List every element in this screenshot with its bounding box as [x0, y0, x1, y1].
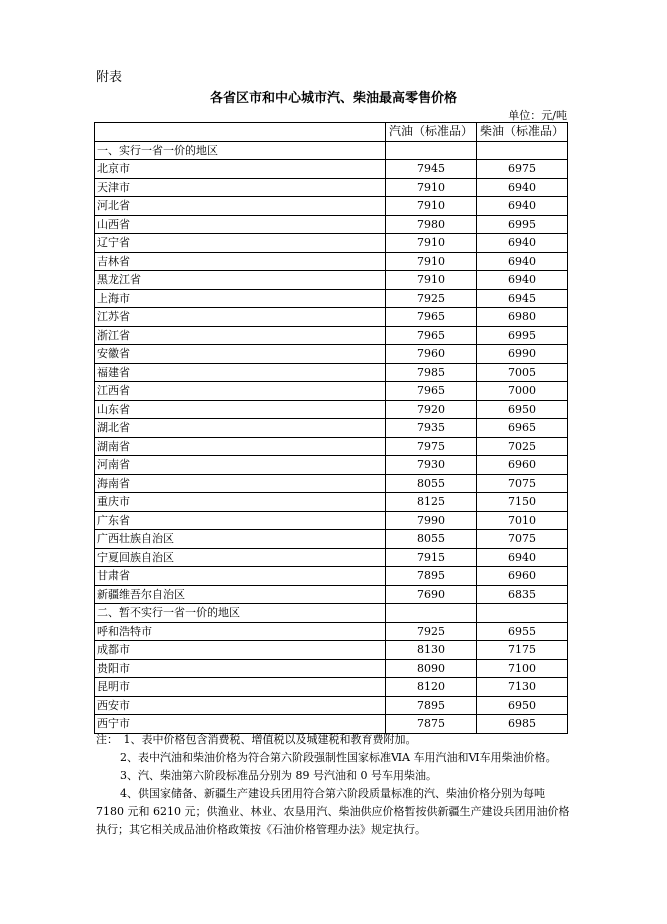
gasoline-price-cell: 7915 — [386, 548, 477, 567]
table-row — [95, 326, 568, 345]
diesel-price-cell: 6940 — [477, 234, 568, 253]
table-row — [95, 493, 568, 512]
price-table — [94, 122, 568, 734]
diesel-price-cell: 6940 — [477, 252, 568, 271]
diesel-price-cell: 7010 — [477, 511, 568, 530]
region-cell: 海南省 — [95, 474, 386, 493]
region-cell: 湖北省 — [95, 419, 386, 438]
gasoline-price-cell: 7895 — [386, 567, 477, 586]
table-row — [95, 160, 568, 179]
region-cell: 昆明市 — [95, 678, 386, 697]
gasoline-price-cell: 8055 — [386, 530, 477, 549]
gasoline-price-cell: 7980 — [386, 215, 477, 234]
diesel-price-cell: 6960 — [477, 567, 568, 586]
table-row — [95, 271, 568, 290]
region-cell: 西宁市 — [95, 715, 386, 734]
region-cell: 新疆维吾尔自治区 — [95, 585, 386, 604]
diesel-price-cell: 7175 — [477, 641, 568, 660]
gasoline-price-cell: 7930 — [386, 456, 477, 475]
table-row — [95, 437, 568, 456]
diesel-price-cell: 6940 — [477, 197, 568, 216]
table-row — [95, 474, 568, 493]
section-row — [95, 141, 568, 160]
gasoline-price-cell: 7875 — [386, 715, 477, 734]
note-2: 2、表中汽油和柴油价格为符合第六阶段强制性国家标准ⅥA 车用汽油和Ⅵ车用柴油价格。 — [120, 751, 557, 764]
table-row — [95, 363, 568, 382]
region-cell: 上海市 — [95, 289, 386, 308]
diesel-price-cell: 6995 — [477, 326, 568, 345]
notes — [96, 731, 570, 839]
diesel-price-cell: 6950 — [477, 696, 568, 715]
diesel-price-cell: 7130 — [477, 678, 568, 697]
region-cell: 山东省 — [95, 400, 386, 419]
diesel-price-cell: 6940 — [477, 548, 568, 567]
region-cell: 吉林省 — [95, 252, 386, 271]
region-cell: 湖南省 — [95, 437, 386, 456]
region-cell: 甘肃省 — [95, 567, 386, 586]
gasoline-price-cell: 7925 — [386, 622, 477, 641]
diesel-price-cell: 6995 — [477, 215, 568, 234]
section-row — [95, 604, 568, 623]
diesel-price-cell: 6960 — [477, 456, 568, 475]
gasoline-price-cell: 7910 — [386, 252, 477, 271]
diesel-price-cell: 7150 — [477, 493, 568, 512]
gasoline-price-cell: 7960 — [386, 345, 477, 364]
diesel-price-cell: 7075 — [477, 474, 568, 493]
gasoline-price-cell: 7925 — [386, 289, 477, 308]
gasoline-price-cell: 7975 — [386, 437, 477, 456]
table-row — [95, 678, 568, 697]
gasoline-price-cell: 7935 — [386, 419, 477, 438]
header-gasoline: 汽油（标准品） — [386, 123, 477, 142]
table-row — [95, 197, 568, 216]
region-cell: 黑龙江省 — [95, 271, 386, 290]
region-cell: 天津市 — [95, 178, 386, 197]
diesel-price-cell: 6940 — [477, 271, 568, 290]
region-cell: 辽宁省 — [95, 234, 386, 253]
table-row — [95, 567, 568, 586]
empty-diesel-cell — [477, 604, 568, 623]
diesel-price-cell: 7075 — [477, 530, 568, 549]
table-row — [95, 696, 568, 715]
page-label: 附表 — [96, 70, 123, 85]
gasoline-price-cell: 7910 — [386, 234, 477, 253]
table-row — [95, 548, 568, 567]
region-cell: 江苏省 — [95, 308, 386, 327]
table-row — [95, 400, 568, 419]
diesel-price-cell: 6835 — [477, 585, 568, 604]
gasoline-price-cell: 7965 — [386, 308, 477, 327]
diesel-price-cell: 6965 — [477, 419, 568, 438]
region-cell: 宁夏回族自治区 — [95, 548, 386, 567]
diesel-price-cell: 7100 — [477, 659, 568, 678]
header-region — [95, 123, 386, 142]
table-row — [95, 215, 568, 234]
table-row — [95, 345, 568, 364]
page-title: 各省区市和中心城市汽、柴油最高零售价格 — [209, 91, 457, 106]
table-row — [95, 289, 568, 308]
gasoline-price-cell: 7895 — [386, 696, 477, 715]
gasoline-price-cell: 8130 — [386, 641, 477, 660]
table-row — [95, 622, 568, 641]
gasoline-price-cell: 7965 — [386, 382, 477, 401]
header-diesel: 柴油（标准品） — [477, 123, 568, 142]
diesel-price-cell: 6940 — [477, 178, 568, 197]
gasoline-price-cell: 8090 — [386, 659, 477, 678]
diesel-price-cell: 7005 — [477, 363, 568, 382]
gasoline-price-cell: 7990 — [386, 511, 477, 530]
empty-diesel-cell — [477, 141, 568, 160]
region-cell: 安徽省 — [95, 345, 386, 364]
gasoline-price-cell: 7910 — [386, 178, 477, 197]
diesel-price-cell: 6980 — [477, 308, 568, 327]
gasoline-price-cell: 8055 — [386, 474, 477, 493]
gasoline-price-cell: 7985 — [386, 363, 477, 382]
region-cell: 河北省 — [95, 197, 386, 216]
region-cell: 福建省 — [95, 363, 386, 382]
note-4: 4、供国家储备、新疆生产建设兵团用符合第六阶段质量标准的汽、柴油价格分别为每吨 7180 元和 6210 元；供渔业、林业、农垦用汽、柴油供应价格暂按供新疆生产建设兵团用油价格执行；其它相关成品油价格政策按《石油价格管理办法》规定执行。 — [96, 787, 570, 836]
table-row — [95, 178, 568, 197]
diesel-price-cell: 6955 — [477, 622, 568, 641]
table-row — [95, 252, 568, 271]
region-cell: 山西省 — [95, 215, 386, 234]
gasoline-price-cell: 7945 — [386, 160, 477, 179]
diesel-price-cell: 6990 — [477, 345, 568, 364]
region-cell: 广西壮族自治区 — [95, 530, 386, 549]
region-cell: 重庆市 — [95, 493, 386, 512]
table-row — [95, 419, 568, 438]
gasoline-price-cell: 8125 — [386, 493, 477, 512]
table-row — [95, 641, 568, 660]
region-cell: 呼和浩特市 — [95, 622, 386, 641]
note-3: 3、汽、柴油第六阶段标准品分别为 89 号汽油和 0 号车用柴油。 — [120, 769, 437, 782]
region-cell: 广东省 — [95, 511, 386, 530]
table-row — [95, 382, 568, 401]
table-row — [95, 234, 568, 253]
region-cell: 成都市 — [95, 641, 386, 660]
gasoline-price-cell: 7920 — [386, 400, 477, 419]
section-title: 一、实行一省一价的地区 — [95, 141, 386, 160]
diesel-price-cell: 7000 — [477, 382, 568, 401]
table-row — [95, 585, 568, 604]
empty-gasoline-cell — [386, 604, 477, 623]
region-cell: 贵阳市 — [95, 659, 386, 678]
region-cell: 浙江省 — [95, 326, 386, 345]
gasoline-price-cell: 7910 — [386, 271, 477, 290]
table-row — [95, 456, 568, 475]
unit-label: 单位：元/吨 — [508, 109, 567, 122]
diesel-price-cell: 6975 — [477, 160, 568, 179]
table-row — [95, 659, 568, 678]
diesel-price-cell: 6945 — [477, 289, 568, 308]
region-cell: 西安市 — [95, 696, 386, 715]
table-row — [95, 511, 568, 530]
table-row — [95, 530, 568, 549]
diesel-price-cell: 6985 — [477, 715, 568, 734]
diesel-price-cell: 6950 — [477, 400, 568, 419]
header-row — [95, 123, 568, 142]
gasoline-price-cell: 7965 — [386, 326, 477, 345]
region-cell: 北京市 — [95, 160, 386, 179]
empty-gasoline-cell — [386, 141, 477, 160]
diesel-price-cell: 7025 — [477, 437, 568, 456]
region-cell: 江西省 — [95, 382, 386, 401]
region-cell: 河南省 — [95, 456, 386, 475]
gasoline-price-cell: 7910 — [386, 197, 477, 216]
note-1: 注： 1、表中价格包含消费税、增值税以及城建税和教育费附加。 — [96, 733, 417, 746]
table-row — [95, 308, 568, 327]
gasoline-price-cell: 8120 — [386, 678, 477, 697]
gasoline-price-cell: 7690 — [386, 585, 477, 604]
section-title: 二、暂不实行一省一价的地区 — [95, 604, 386, 623]
